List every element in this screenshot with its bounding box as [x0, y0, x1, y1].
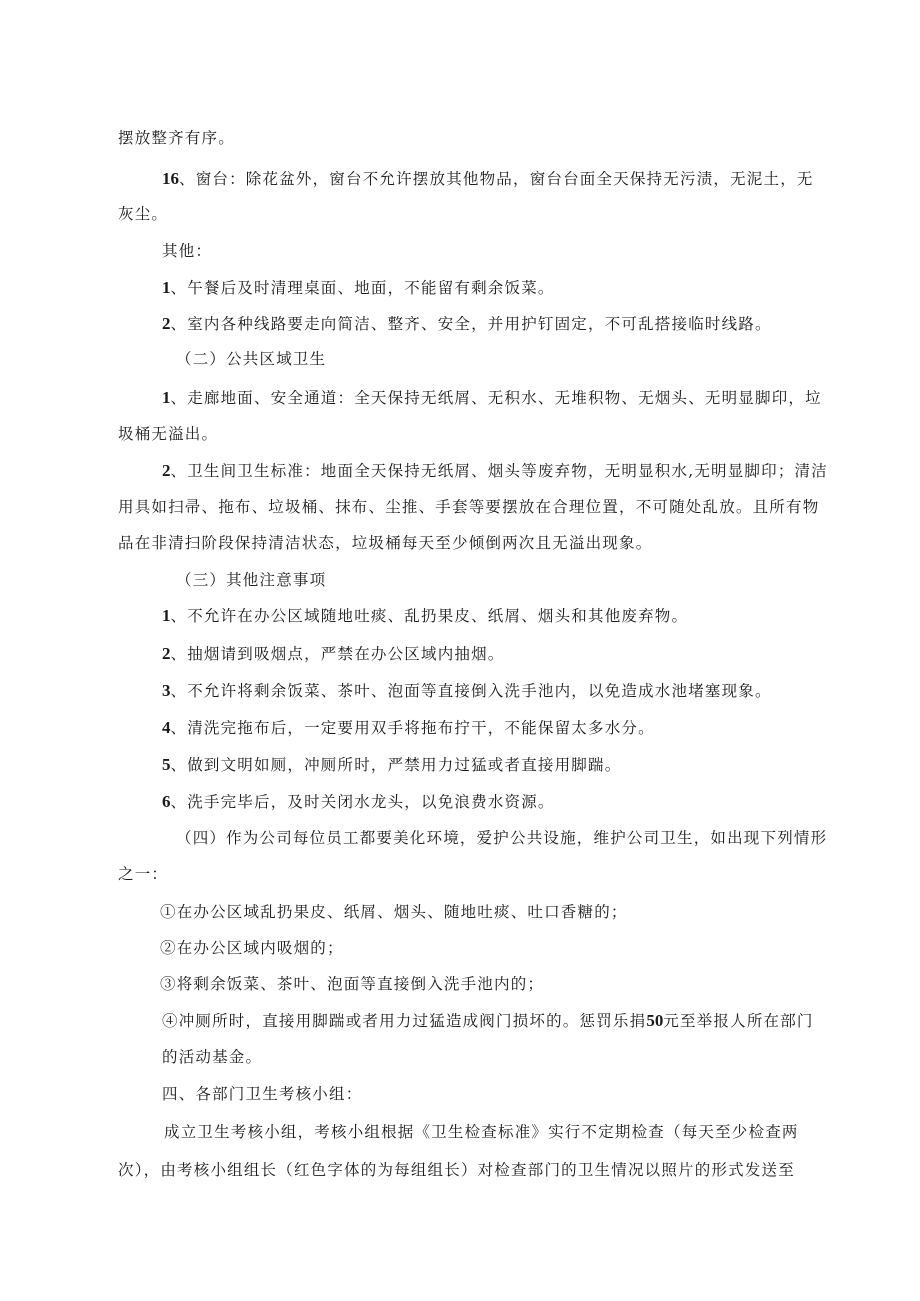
text-line: 用具如扫帚、拖布、垃圾桶、抹布、尘推、手套等要摆放在合理位置，不可随处乱放。且所有物 [118, 498, 820, 516]
text-line: 16、窗台：除花盆外，窗台不允许摆放其他物品，窗台台面全天保持无污渍，无泥土，无 [162, 169, 814, 188]
text-line: 品在非清扫阶段保持清洁状态，垃圾桶每天至少倾倒两次且无溢出现象。 [118, 534, 653, 552]
text-line: 的活动基金。 [162, 1048, 263, 1066]
list-item: ①在办公区域乱扔果皮、纸屑、烟头、随地吐痰、吐口香糖的； [160, 903, 628, 921]
list-item: ③将剩余饭菜、茶叶、泡面等直接倒入洗手池内的； [160, 975, 545, 993]
text-line: 4、清洗完拖布后，一定要用双手将拖布拧干，不能保留太多水分。 [162, 718, 655, 737]
text-line: 摆放整齐有序。 [118, 129, 235, 147]
text-line: 5、做到文明如厕，冲厕所时，严禁用力过猛或者直接用脚踹。 [162, 755, 622, 774]
section-heading: （二）公共区域卫生 [176, 350, 327, 368]
text-line: 2、室内各种线路要走向简洁、整齐、安全，并用护钉固定，不可乱搭接临时线路。 [162, 314, 772, 333]
text-line: 2、卫生间卫生标准：地面全天保持无纸屑、烟头等废弃物，无明显积水,无明显脚印；清洁 [162, 461, 828, 480]
text-line: 其他： [162, 242, 213, 260]
section-heading: （四）作为公司每位员工都要美化环境，爱护公共设施，维护公司卫生，如出现下列情形 [176, 829, 828, 847]
text-line: 1、午餐后及时清理桌面、地面，不能留有剩余饭菜。 [162, 278, 555, 297]
list-item: ④冲厕所时，直接用脚踹或者用力过猛造成阀门损坏的。惩罚乐捐50元至举报人所在部门 [162, 1011, 814, 1030]
text-line: 圾桶无溢出。 [118, 425, 219, 443]
text-line: 灰尘。 [118, 205, 169, 223]
text-line: 2、抽烟请到吸烟点，严禁在办公区域内抽烟。 [162, 644, 505, 663]
text-line: 1、不允许在办公区域随地吐痰、乱扔果皮、纸屑、烟头和其他废弃物。 [162, 606, 689, 625]
text-line: 6、洗手完毕后，及时关闭水龙头，以免浪费水资源。 [162, 792, 555, 811]
text-line: 次），由考核小组组长（红色字体的为每组组长）对检查部门的卫生情况以照片的形式发送至 [118, 1161, 795, 1179]
text-line: 之一： [118, 865, 169, 883]
text-line: 成立卫生考核小组，考核小组根据《卫生检查标准》实行不定期检查（每天至少检查两 [164, 1123, 799, 1141]
section-heading: （三）其他注意事项 [176, 571, 327, 589]
section-heading: 四、各部门卫生考核小组： [162, 1085, 363, 1103]
text-line: 1、走廊地面、安全通道：全天保持无纸屑、无积水、无堆积物、无烟头、无明显脚印，垃 [162, 388, 822, 407]
list-item: ②在办公区域内吸烟的； [160, 939, 344, 957]
text-line: 3、不允许将剩余饭菜、茶叶、泡面等直接倒入洗手池内，以免造成水池堵塞现象。 [162, 681, 772, 700]
